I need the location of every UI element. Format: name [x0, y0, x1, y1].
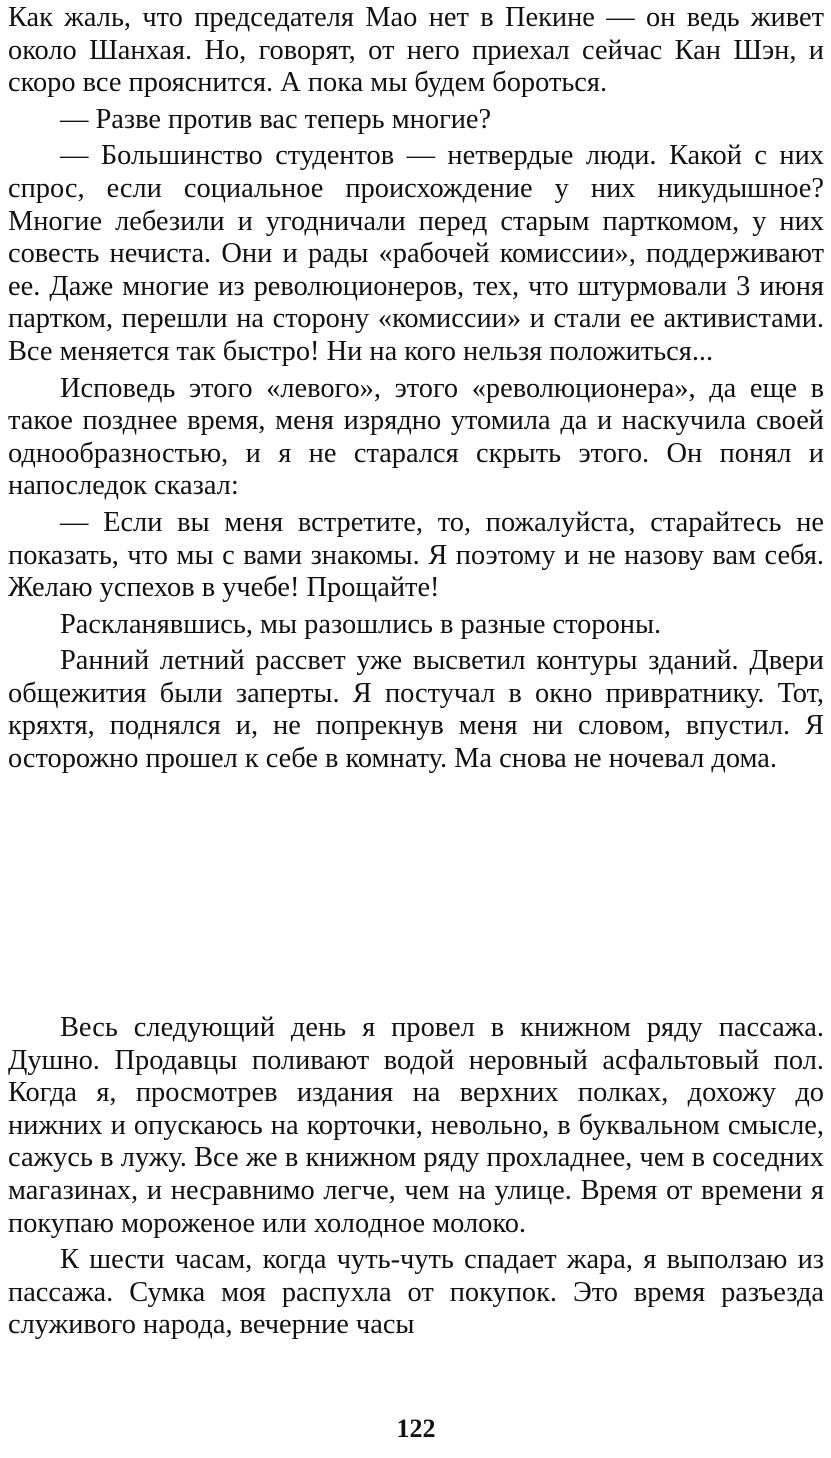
paragraph: — Разве против вас теперь многие?: [60, 103, 492, 135]
text-section-two: [8, 1012, 824, 1342]
paragraph: — Если вы меня встретите, то, пожалуйста, старайтесь не показать, что мы с вами знакомы. Я поэтому и не назову вам себя. Желаю успехов в учебе! Прощайте!: [8, 506, 824, 604]
paragraph: Ранний летний рассвет уже высветил контуры зданий. Двери общежития были заперты. Я постучал в окно привратнику. Тот, кряхтя, поднялся и, не попрекнув меня ни словом, впустил. Я осторожно прошел к себе в комнату. Ма снова не ночевал дома.: [8, 645, 824, 775]
page-number: 122: [396, 1414, 436, 1443]
paragraph: Как жаль, что председателя Мао нет в Пекине — он ведь живет около Шанхая. Но, говорят, от него приехал сейчас Кан Шэн, и скоро все прояснится. А пока мы будем бороться.: [8, 2, 824, 99]
text-section-one: [8, 2, 824, 776]
paragraph: — Большинство студентов — нетвердые люди. Какой с них спрос, если социальное происхождение у них никудышное? Многие лебезили и угодничали перед старым парткомом, у них совесть нечиста. Они и рады «рабочей комиссии», поддерживают ее. Даже многие из революционеров, тех, что штурмовали 3 июня партком, перешли на сторону «комиссии» и стали ее активистами. Все меняется так быстро! Ни на кого нельзя положиться...: [8, 140, 824, 367]
paragraph: К шести часам, когда чуть-чуть спадает жара, я выползаю из пассажа. Сумка моя распухла от покупок. Это время разъезда служивого народа, вечерние часы: [8, 1244, 824, 1341]
paragraph: Раскланявшись, мы разошлись в разные стороны.: [60, 608, 662, 640]
paragraph: Весь следующий день я провел в книжном ряду пассажа. Душно. Продавцы поливают водой неровный асфальтовый пол. Когда я, просмотрев издания на верхних полках, дохожу до нижних и опускаюсь на корточки, невольно, в буквальном смысле, сажусь в лужу. Все же в книжном ряду прохладнее, чем в соседних магазинах, и несравнимо легче, чем на улице. Время от времени я покупаю мороженое или холодное молоко.: [8, 1012, 824, 1239]
book-page: [8, 0, 824, 1458]
paragraph: Исповедь этого «левого», этого «революционера», да еще в такое позднее время, меня изрядно утомила да и наскучила своей однообразностью, и я не старался скрыть этого. Он понял и напоследок сказал:: [8, 372, 824, 502]
